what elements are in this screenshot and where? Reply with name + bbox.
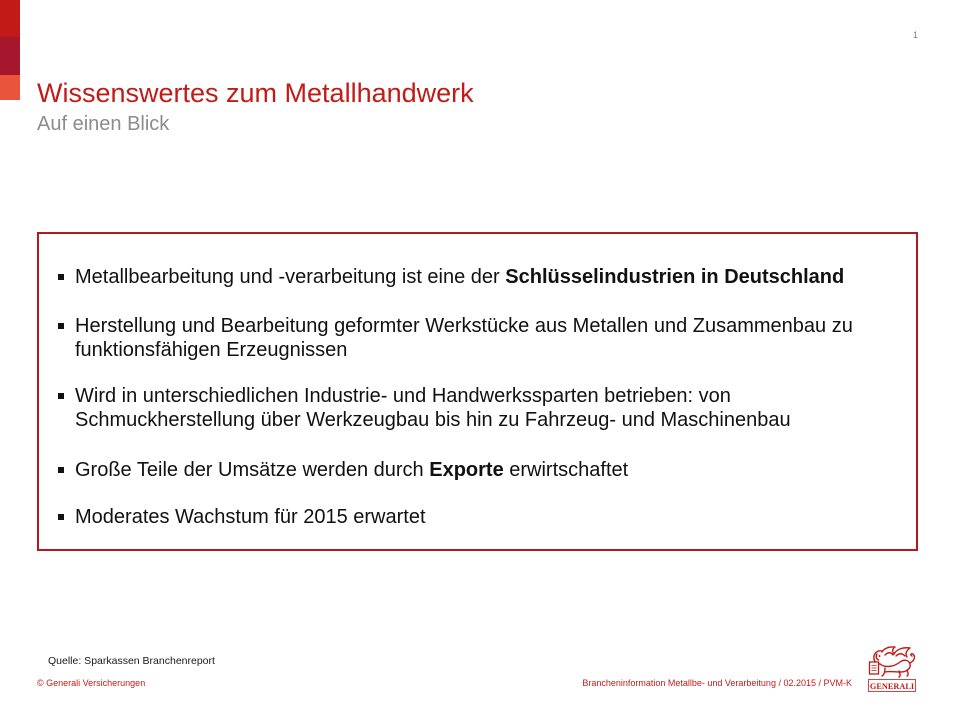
square-bullet-icon	[58, 467, 64, 473]
slide-subtitle: Auf einen Blick	[37, 113, 170, 135]
bullet-lines	[75, 505, 426, 529]
slide-title: Wissenswertes zum Metallhandwerk	[37, 78, 474, 108]
bullet-line: Herstellung und Bearbeitung geformter Werkstücke aus Metallen und Zusammenbau zu	[75, 315, 853, 337]
generali-logo	[866, 645, 918, 693]
page-number: 1	[913, 30, 919, 40]
bullet-line: Schmuckherstellung über Werkzeugbau bis hin zu Fahrzeug- und Maschinenbau	[75, 409, 791, 431]
square-bullet-icon	[58, 514, 64, 520]
bullet-line	[75, 458, 628, 482]
logo-wordmark: GENERALI	[869, 682, 915, 691]
bullet-lines	[75, 384, 791, 432]
bullet-text: erwirtschaftet	[503, 459, 629, 481]
bullet-text: Große Teile der Umsätze werden durch	[75, 459, 430, 481]
bullet-line: Wird in unterschiedlichen Industrie- und Handwerkssparten betrieben: von	[75, 385, 731, 407]
bullet-lines	[75, 314, 853, 362]
bullet-line: funktionsfähigen Erzeugnissen	[75, 339, 348, 361]
lion-eye	[879, 655, 881, 657]
accent-bar-red	[0, 0, 20, 37]
generali-lion-icon	[866, 645, 918, 693]
content-box	[37, 232, 918, 551]
bullet-emphasis: Exporte	[429, 459, 504, 481]
lion-figure	[874, 647, 915, 677]
source-note: Quelle: Sparkassen Branchenreport	[48, 655, 215, 667]
bullet-text: Metallbearbeitung und -verarbeitung ist eine der	[75, 266, 506, 288]
bullet-emphasis: Schlüsselindustrien in Deutschland	[505, 266, 845, 288]
accent-bar	[0, 0, 20, 100]
square-bullet-icon	[58, 323, 64, 329]
bullet-line: Moderates Wachstum für 2015 erwartet	[75, 506, 426, 528]
bullet-lines	[75, 265, 844, 289]
square-bullet-icon	[58, 274, 64, 280]
square-bullet-icon	[58, 393, 64, 399]
accent-bar-coral	[0, 75, 20, 100]
footer-document-info: Brancheninformation Metallbe- und Verarbeitung / 02.2015 / PVM-K	[582, 678, 852, 688]
bullet-lines	[75, 458, 628, 482]
accent-bar-dark-red	[0, 37, 20, 75]
bullet-line	[75, 265, 844, 289]
book-shape	[870, 662, 879, 674]
footer-copyright: © Generali Versicherungen	[37, 678, 146, 688]
